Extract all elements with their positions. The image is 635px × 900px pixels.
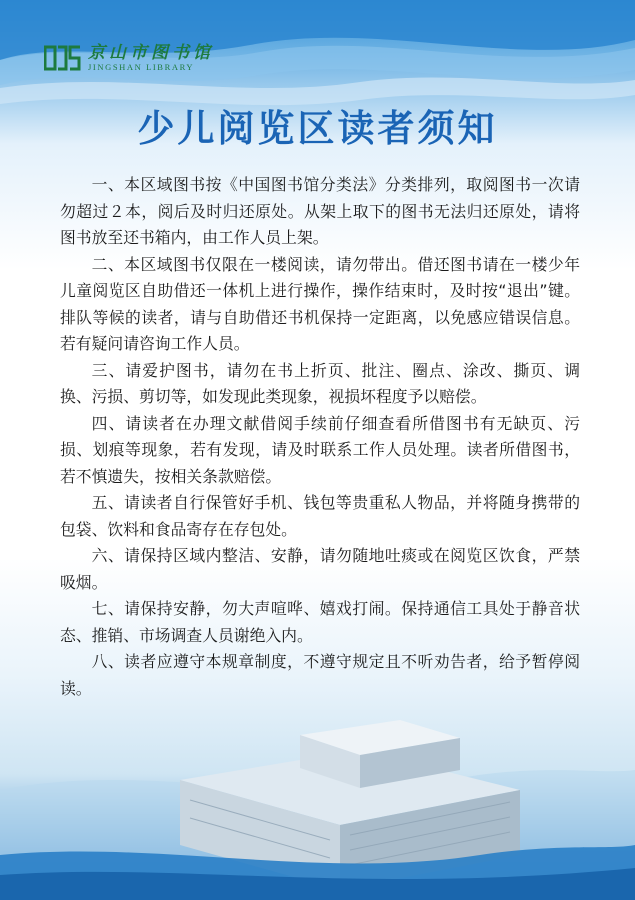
rules-list xyxy=(60,172,580,702)
rule-item: 七、请保持安静，勿大声喧哗、嬉戏打闹。保持通信工具处于静音状态、推销、市场调查人员谢绝入内。 xyxy=(60,599,580,645)
library-name-cn: 京山市图书馆 xyxy=(88,43,214,63)
rule-item: 八、读者应遵守本规章制度，不遵守规定且不听劝告者，给予暂停阅读。 xyxy=(60,652,580,698)
rule-item: 三、请爱护图书，请勿在书上折页、批注、圈点、涂改、撕页、调换、污损、剪切等，如发现此类现象，视损坏程度予以赔偿。 xyxy=(60,360,580,406)
rule-item: 五、请读者自行保管好手机、钱包等贵重私人物品，并将随身携带的包袋、饮料和食品寄存在存包处。 xyxy=(60,493,580,539)
rule-item: 二、本区域图书仅限在一楼阅读，请勿带出。借还图书请在一楼少年儿童阅览区自助借还一体机上进行操作，操作结束时，及时按“退出”键。排队等候的读者，请与自助借还书机保持一定距离，以免感应错误信息。若有疑问请咨询工作人员。 xyxy=(60,254,580,353)
library-logo xyxy=(44,44,214,72)
library-logo-mark-icon xyxy=(44,44,82,72)
rule-item: 四、请读者在办理文献借阅手续前仔细查看所借图书有无缺页、污损、划痕等现象，若有发现，请及时联系工作人员处理。读者所借图书，若不慎遗失，按相关条款赔偿。 xyxy=(60,413,580,486)
page-title: 少儿阅览区读者须知 xyxy=(137,107,498,150)
rule-item: 六、请保持区域内整洁、安静，请勿随地吐痰或在阅览区饮食，严禁吸烟。 xyxy=(60,546,580,592)
rule-item: 一、本区域图书按《中国图书馆分类法》分类排列，取阅图书一次请勿超过２本，阅后及时归还原处。从架上取下的图书无法归还原处，请将图书放至还书箱内，由工作人员上架。 xyxy=(60,175,580,247)
library-name-en: JINGSHAN LIBRARY xyxy=(88,62,195,72)
